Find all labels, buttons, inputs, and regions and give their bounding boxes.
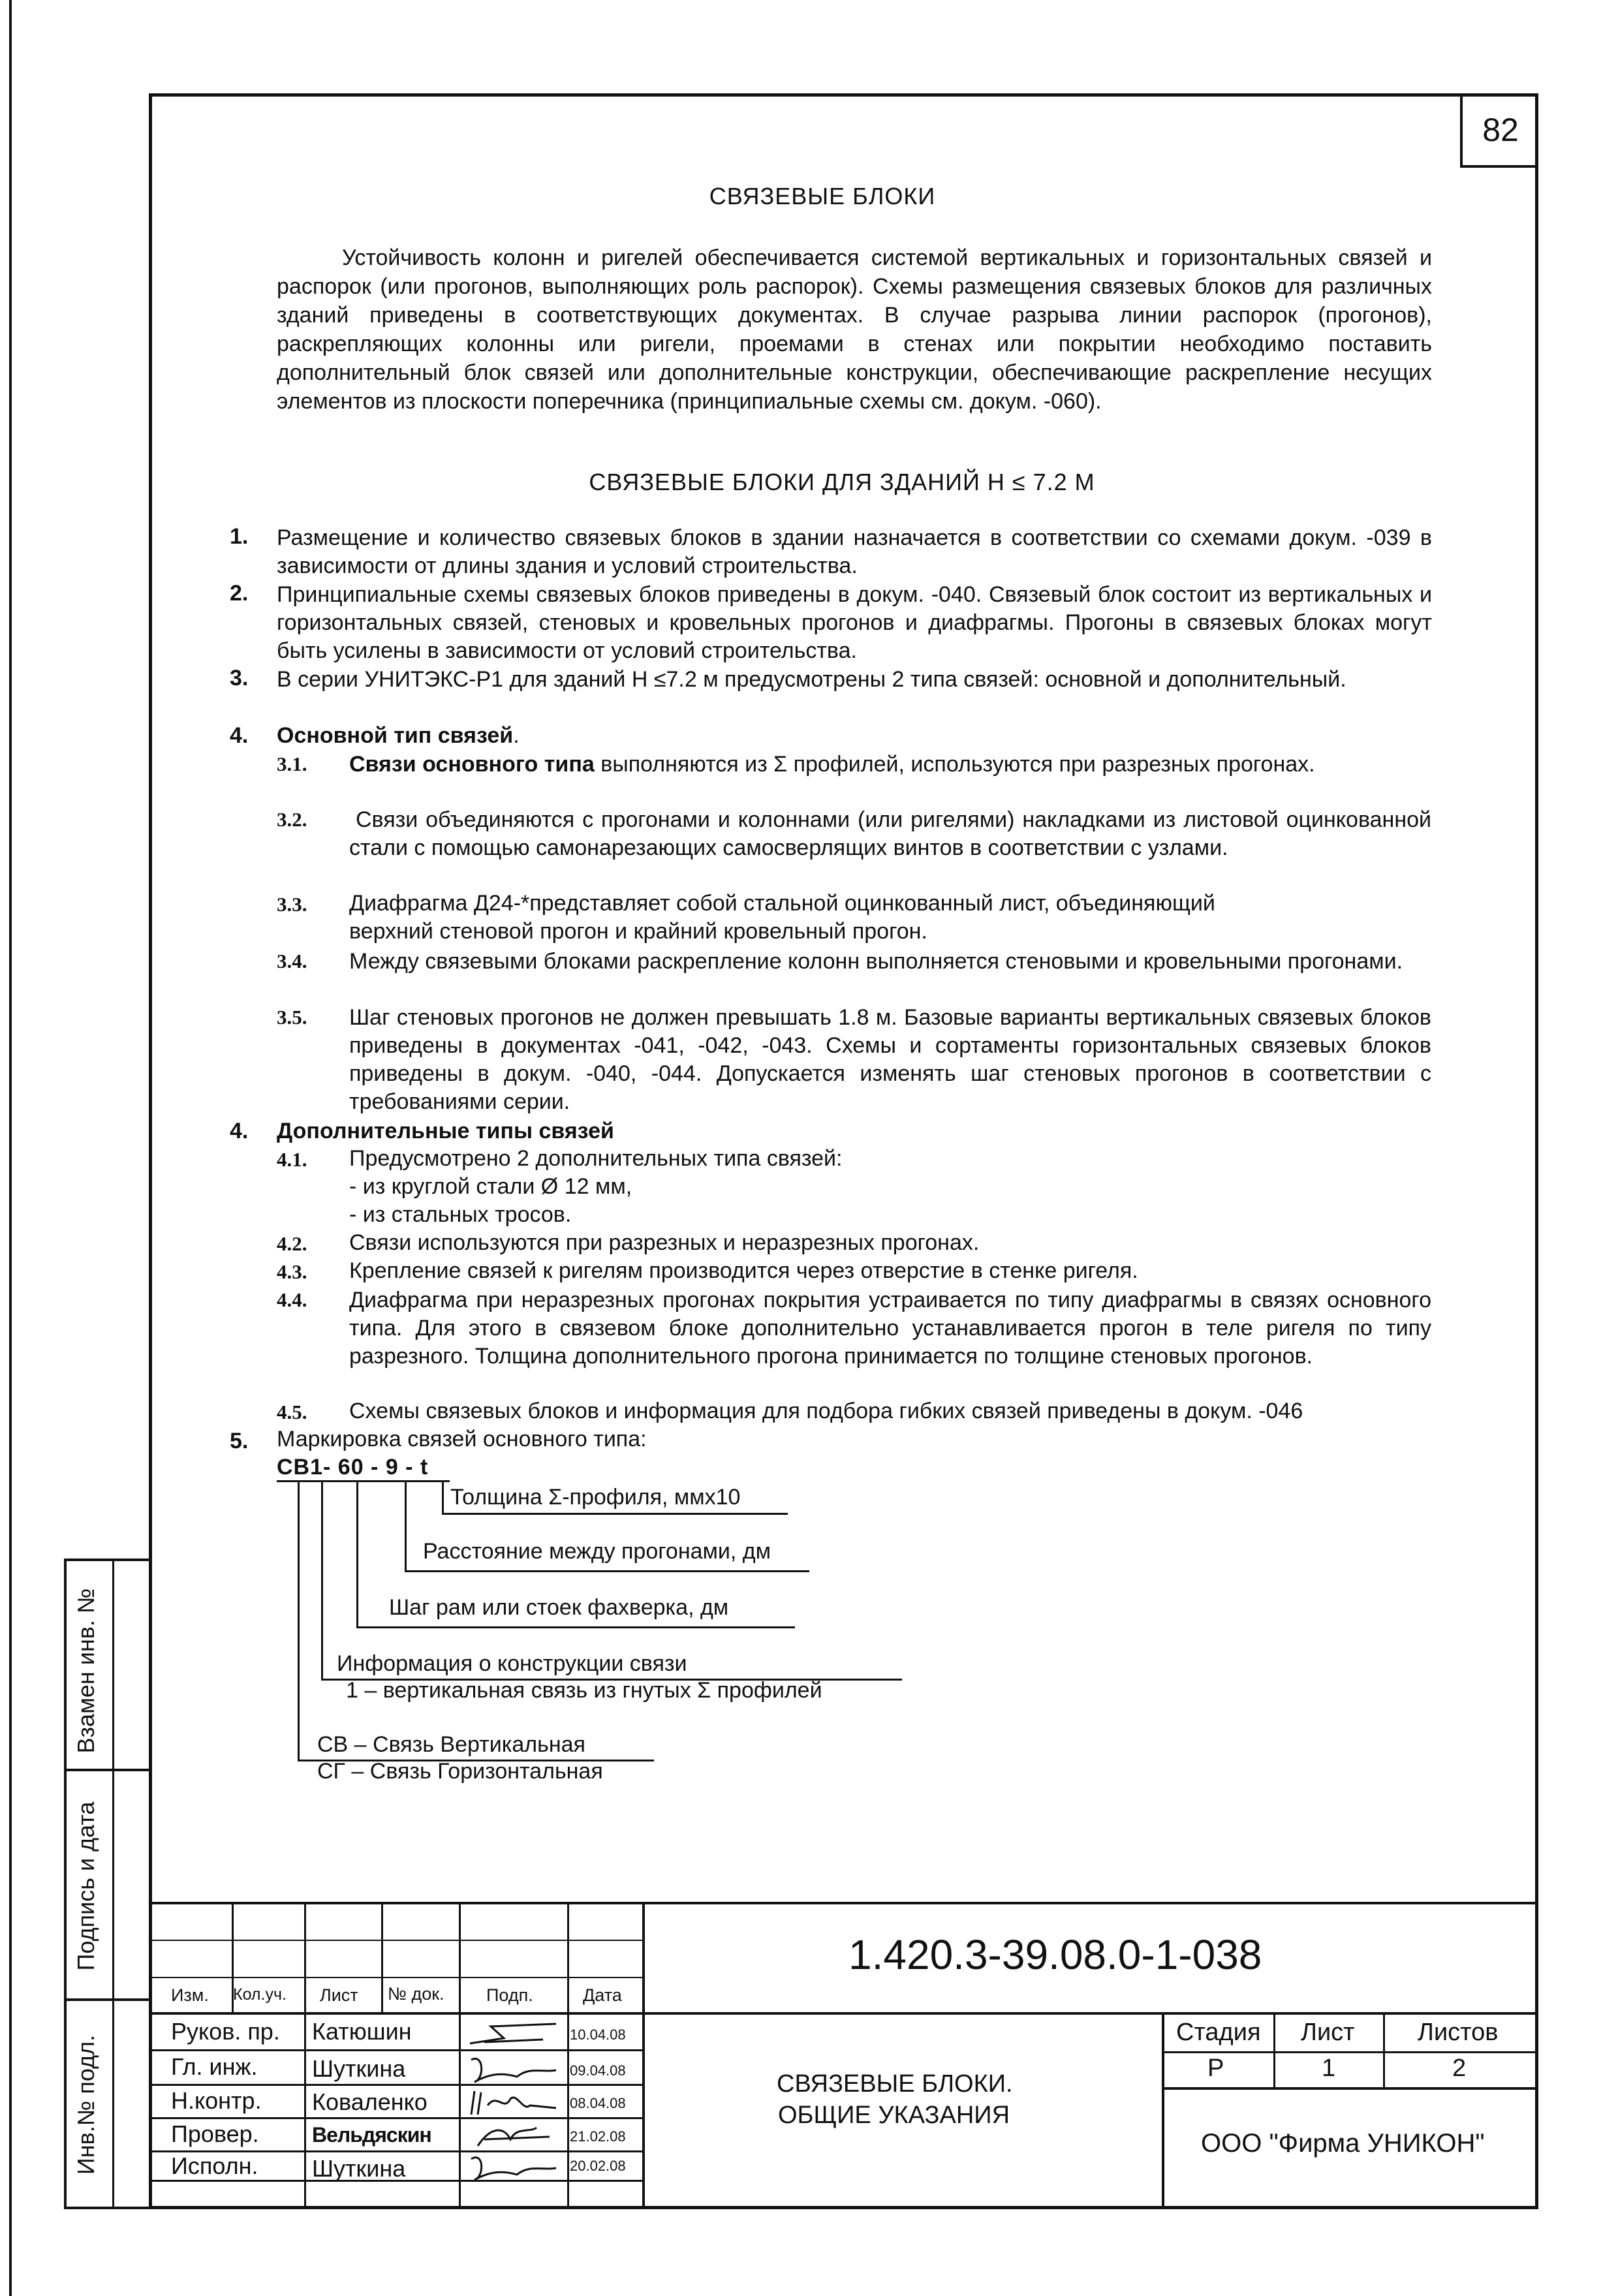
date: 21.02.08 [570,2128,626,2145]
date: 20.02.08 [570,2158,626,2174]
item-text: Маркировка связей основного типа: [277,1427,647,1451]
sheets-label: Листов [1418,2019,1499,2046]
company-name: ООО "Фирма УНИКОН" [1201,2129,1485,2158]
role: Гл. инж. [171,2053,258,2080]
stamp-right-hsep [1162,2051,1538,2053]
sheets-value: 2 [1452,2055,1467,2082]
grid-col [459,1902,461,2209]
hdr-ndoc: № док. [388,1984,444,2004]
hdr-podp: Подп. [486,1985,533,2005]
doc-number: 1.420.3-39.08.0-1-038 [848,1931,1262,1978]
signature-3 [465,2086,563,2118]
subitem-number: 4.4. [277,1288,307,1311]
leader-purlin [405,1480,407,1572]
thickness-label: Толщина Σ-профиля, ммх10 [450,1485,741,1510]
name: Вельдяскин [312,2123,431,2147]
page-number: 82 [1460,95,1538,168]
stamp-right-sep [1162,2012,1164,2209]
side-inv: Инв.№ подл. [72,2034,99,2175]
side-strip-top [64,1559,152,1561]
leader-sv [298,1480,300,1761]
intro-paragraph: Устойчивость колонн и ригелей обеспечивается системой вертикальных и горизонтальных связей и распорок (или прогонов, выполняющих роль распорок). Схемы размещения связевых блоков для различных зданий приведены в соответствующих документах. В случае разрыва линии распорок (прогонов), раскрепляющих колонны или ригели, проемами в стенах или покрытии необходимо поставить дополнительный блок связей или дополнительные конструкции, обеспечивающие раскрепление несущих элементов из плоскости поперечника (принципиальные схемы см. докум. -060). [277,245,1432,414]
hdr-list: Лист [320,1985,358,2005]
side-podpis: Подпись и дата [72,1801,99,1971]
subitem-text: Шаг стеновых прогонов не должен превышать 1.8 м. Базовые варианты вертикальных связевых блоков приведены в документах -041, -042, -043. Схемы и сортаменты горизонтальных связевых блоков приведены в докум. -040, -044. Допускается изменять шаг стеновых прогонов в соответствии с требованиями серии. [349,1005,1431,1114]
name: Шуткина [312,2155,406,2182]
section-subtitle: СВЯЗЕВЫЕ БЛОКИ ДЛЯ ЗДАНИЙ Н ≤ 7.2 М [589,469,1095,495]
subitem-number: 3.3. [277,893,307,916]
purlin-distance-label: Расстояние между прогонами, дм [423,1539,771,1564]
sheet-label: Лист [1301,2019,1355,2046]
subitem-line: верхний стеновой прогон и крайний кровельный прогон. [349,919,927,944]
date: 08.04.08 [570,2095,626,2111]
role: Провер. [171,2120,259,2147]
grid-row [150,2084,644,2086]
stamp-right-vsep [1383,2012,1385,2088]
grid-row [150,1977,644,1978]
name: Коваленко [312,2088,428,2115]
grid-col [381,1902,383,2014]
grid-row [150,1940,644,1941]
subitem-number: 3.5. [277,1006,307,1029]
signature-2 [465,2053,563,2086]
thickness-rule [442,1513,788,1515]
subitem-number: 4.1. [277,1148,307,1171]
item-heading [277,722,520,750]
grid-row [150,2117,644,2119]
signature-1 [465,2019,563,2049]
stage-label: Стадия [1176,2019,1261,2046]
date: 10.04.08 [570,2026,626,2043]
frame-step-label: Шаг рам или стоек фахверка, дм [389,1595,729,1620]
subitem-number: 4.5. [277,1401,307,1423]
heading-text: Основной тип связей [277,723,514,748]
item-number: 4. [230,723,249,748]
role: Н.контр. [171,2087,262,2114]
page-title: СВЯЗЕВЫЕ БЛОКИ [709,183,936,209]
stage-value: Р [1207,2055,1224,2082]
heading-text: Дополнительные типы связей [277,1119,614,1143]
subitem-text: Связи объединяются с прогонами и колоннами (или ригелями) накладками из листовой оцинкованной стали с помощью самонарезающих самосверлящих винтов в соответствии с узлами. [349,807,1431,860]
sv-label: СВ – Связь Вертикальная [317,1732,585,1757]
item-number: 2. [230,581,249,606]
stamp-right-hsep2 [1162,2087,1538,2090]
item-heading [277,1117,614,1145]
subitem-text: Между связевыми блоками раскрепление колонн выполняется стеновыми и кровельными прогонами. [349,949,1403,974]
leader-info [321,1480,323,1680]
subitem-number: 3.1. [277,752,307,775]
side-cell-sep [64,1998,152,2001]
subitem-line: - из стальных тросов. [349,1202,572,1227]
item-text: Принципиальные схемы связевых блоков приведены в докум. -040. Связевый блок состоит из вертикальных и горизонтальных связей, стеновых и кровельных прогонов и диафрагмы. Прогоны в связевых блоках могут быть усилены в зависимости от условий строительства. [277,582,1432,663]
item-text: Размещение и количество связевых блоков в здании назначается в соответствии со схемами докум. -039 в зависимости от длины здания и условий строительства. [277,525,1432,578]
side-vzamen: Взамен инв. № [72,1588,99,1754]
info-detail: 1 – вертикальная связь из гнутых Σ профилей [346,1678,822,1703]
hdr-izm: Изм. [171,1985,209,2005]
hdr-data: Дата [583,1985,622,2005]
item-number: 1. [230,524,249,549]
doc-title-line-1: СВЯЗЕВЫЕ БЛОКИ. [777,2070,1013,2098]
purlin-rule [405,1570,809,1572]
item-number: 3. [230,666,249,690]
subitem-line: - из круглой стали Ø 12 мм, [349,1174,632,1199]
subitem-text: Схемы связевых блоков и информация для подбора гибких связей приведены в докум. -046 [349,1399,1303,1423]
stamp-mid [150,2012,1538,2015]
subitem-text [349,751,1431,779]
subitem-line: Предусмотрено 2 дополнительных типа связей: [349,1146,843,1171]
grid-col [304,1902,306,2209]
subitem-rest: выполняются из Σ профилей, используются при разрезных прогонах. [594,752,1315,777]
date: 09.04.08 [570,2062,626,2079]
name: Катюшин [312,2018,412,2045]
subitem-number: 4.2. [277,1232,307,1255]
side-cell-sep [64,1769,152,1771]
hdr-kol: Кол.уч. [233,1985,287,2004]
binding-line [9,0,12,2296]
heading-tail: . [513,723,520,748]
subitem-text: Связи используются при разрезных и неразрезных прогонах. [349,1230,980,1255]
signature-5 [465,2151,563,2184]
subitem-bold: Связи основного типа [349,752,595,777]
name: Шуткина [312,2055,406,2082]
side-strip-divider [112,1559,114,2209]
leader-frame-step [356,1480,358,1628]
signature-4 [465,2120,563,2151]
info-label: Информация о конструкции связи [337,1651,687,1676]
subitem-number: 4.3. [277,1260,307,1283]
item-text: В серии УНИТЭКС-Р1 для зданий Н ≤7.2 м предусмотрены 2 типа связей: основной и дополнительный. [277,667,1346,692]
stamp-top [150,1902,1538,1904]
doc-title-line-2: ОБЩИЕ УКАЗАНИЯ [778,2102,1010,2129]
subitem-number: 3.2. [277,808,307,831]
marking-code: СВ1- 60 - 9 - t [277,1455,429,1480]
subitem-number: 3.4. [277,950,307,972]
role: Руков. пр. [171,2018,280,2045]
grid-row [150,2049,644,2051]
frame-step-rule [356,1626,795,1628]
grid-col [567,1902,569,2209]
role: Исполн. [171,2152,258,2179]
side-strip-bottom [64,2207,152,2209]
stamp-left-col-sep [642,1902,645,2209]
code-underline [277,1480,450,1482]
subitem-text: Крепление связей к ригелям производится через отверстие в стенке ригеля. [349,1258,1138,1283]
sg-label: СГ – Связь Горизонтальная [317,1759,603,1784]
item-number: 5. [230,1429,249,1453]
leader-thickness [442,1480,444,1513]
subitem-text: Диафрагма при неразрезных прогонах покрытия устраивается по типу диафрагмы в связях основного типа. Для этого в связевом блоке дополнительно устанавливается прогон в теле ригеля по типу разрезного. Толщина дополнительного прогона принимается по толщине стеновых прогонов. [349,1288,1431,1369]
item-number: 4. [230,1119,249,1143]
sheet-value: 1 [1322,2055,1336,2082]
subitem-line: Диафрагма Д24-*представляет собой стальной оцинкованный лист, объединяющий [349,891,1215,916]
stamp-right-vsep [1273,2012,1275,2088]
